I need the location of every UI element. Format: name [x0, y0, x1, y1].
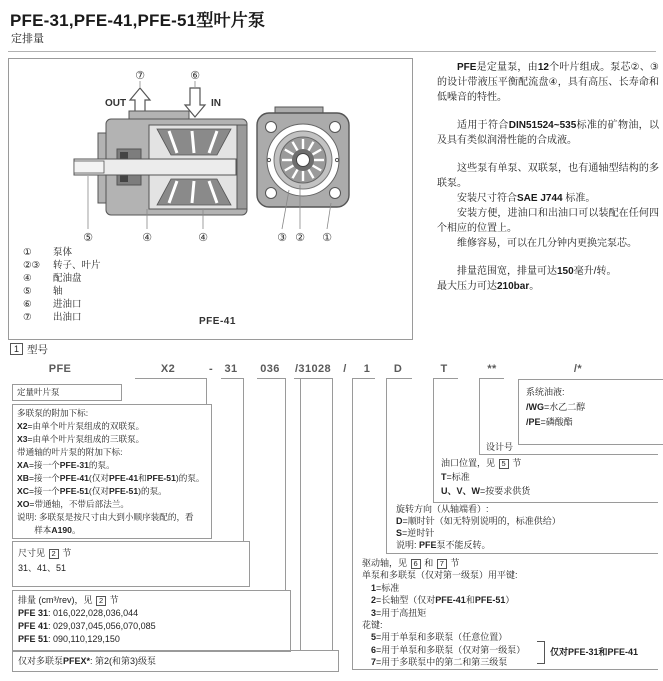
- text-segment: 和: [465, 595, 475, 606]
- text-line: [18, 546, 249, 561]
- text-segment: XA: [17, 460, 29, 470]
- text-segment: T: [441, 472, 447, 482]
- section-title: 型号: [27, 344, 49, 356]
- connector-line: [352, 378, 375, 379]
- model-code-segment: -: [208, 363, 214, 375]
- text-segment: PFE 31: [18, 608, 49, 618]
- text-segment: =带通轴，不带后部法兰。: [29, 499, 129, 509]
- text-segment: 个叶片组成。泵芯②、③的设计带液压平衡配流盘④，具有高压、长寿命和低噪音的特性。: [437, 62, 659, 103]
- out-label: OUT: [105, 98, 127, 109]
- intro-paragraph: [437, 60, 659, 105]
- text-segment: 带通轴的叶片泵的附加下标:: [17, 447, 123, 457]
- text-segment: XC: [17, 486, 29, 496]
- text-segment: : 090,110,129,150: [48, 634, 120, 644]
- text-segment: 和: [138, 473, 147, 483]
- intro-paragraph: [437, 161, 659, 191]
- connector-line: [479, 378, 480, 454]
- text-segment: 和: [421, 558, 436, 568]
- bolt-hole: [266, 122, 277, 133]
- text-line: [441, 456, 530, 470]
- legend-number: ⑦: [23, 312, 32, 323]
- model-code-segment: 1: [363, 363, 371, 375]
- connector-line: [433, 378, 458, 379]
- text-segment: 维修容易，可以在几分钟内更换完泵芯。: [457, 238, 637, 249]
- text-segment: XO: [17, 499, 30, 509]
- text-segment: : 016,022,028,036,044: [48, 608, 139, 618]
- text-segment: ）: [505, 595, 515, 606]
- intro-paragraph: [437, 264, 659, 279]
- text-segment: =水乙二醇: [544, 402, 586, 412]
- figure-box: [8, 58, 413, 340]
- text-line: [17, 385, 121, 400]
- text-segment: =由单个叶片泵组成的三联泵。: [27, 434, 145, 444]
- text-line: [362, 569, 525, 581]
- model-code-segment: /*: [573, 363, 583, 375]
- legend-row: [23, 246, 101, 259]
- text-segment: 。: [71, 525, 81, 535]
- text-segment: D: [396, 516, 403, 526]
- text-segment: 6: [411, 559, 421, 570]
- text-segment: PFE: [457, 62, 477, 73]
- text-segment: PFE 41: [18, 621, 49, 631]
- text-segment: 多联泵的附加下标:: [17, 408, 89, 418]
- text-segment: : 第2(和第3)级泵: [90, 656, 157, 666]
- text-segment: 设计号: [486, 442, 514, 452]
- text-segment: /WG: [526, 402, 544, 412]
- text-segment: PFE-41: [435, 595, 466, 606]
- callout-5: ⑤: [83, 232, 93, 244]
- legend-label: 进油口: [53, 299, 82, 310]
- text-segment: [362, 657, 371, 667]
- text-segment: 210bar: [497, 281, 530, 292]
- text-segment: PFE-51: [146, 473, 176, 483]
- text-segment: 5: [499, 459, 509, 470]
- vane-slot: [192, 181, 194, 203]
- in-label: IN: [211, 98, 221, 109]
- text-segment: 1: [371, 582, 377, 593]
- casing-boss: [98, 133, 106, 161]
- text-line: [17, 459, 211, 472]
- text-line: [17, 524, 211, 537]
- casing-boss: [98, 175, 106, 203]
- legend-label: 轴: [53, 286, 63, 297]
- text-segment: XB: [17, 473, 29, 483]
- callout-2: ②: [295, 232, 305, 244]
- text-segment: =标准: [376, 582, 400, 593]
- text-segment: )的泵。: [138, 486, 167, 496]
- legend-row: [23, 259, 101, 272]
- text-segment: 安装尺寸符合: [457, 193, 517, 204]
- text-segment: =标准: [446, 472, 470, 482]
- text-segment: A190: [51, 525, 72, 535]
- text-segment: 样本: [17, 525, 52, 535]
- text-segment: [362, 595, 371, 605]
- text-line: [441, 484, 530, 498]
- vane-slot: [192, 131, 194, 153]
- text-segment: 7: [437, 559, 447, 570]
- text-segment: PFE-51: [474, 595, 506, 606]
- text-segment: 2: [96, 596, 106, 607]
- page-title: PFE-31,PFE-41,PFE-51型叶片泵: [10, 11, 266, 30]
- callout-6: ⑥: [190, 70, 200, 82]
- callout-3: ③: [277, 232, 287, 244]
- text-segment: 节: [509, 458, 522, 468]
- text-segment: 这些泵有单泵、双联泵，也有通轴型结构的多联泵。: [437, 163, 659, 189]
- section-number-box: 1: [10, 343, 23, 355]
- text-line: [17, 446, 211, 459]
- text-line: [17, 511, 211, 524]
- bracket-note: 仅对PFE-31和PFE-41: [550, 647, 639, 657]
- text-segment: 说明:: [396, 540, 420, 550]
- model-code-segment: X2: [160, 363, 176, 375]
- text-line: [17, 498, 211, 511]
- figure-legend: [23, 246, 101, 324]
- block-shaft: [362, 557, 525, 669]
- connector-line: [479, 378, 504, 379]
- text-segment: S: [396, 528, 403, 538]
- block-rotation: [396, 503, 561, 551]
- intro-paragraph: [437, 118, 659, 148]
- text-segment: 定量叶片泵: [17, 387, 60, 397]
- text-segment: [362, 645, 371, 655]
- text-line: [17, 472, 211, 485]
- end-cap: [237, 125, 247, 209]
- text-line: [396, 515, 561, 527]
- connector-line: [352, 378, 353, 669]
- block-displacement: [12, 590, 291, 652]
- connector-line: [257, 378, 285, 379]
- connector-line: [285, 378, 286, 590]
- block-ports: [441, 456, 530, 498]
- text-line: [526, 400, 663, 415]
- pin-hole: [267, 158, 270, 161]
- text-segment: 是定量泵，由: [476, 62, 538, 73]
- text-segment: 6: [371, 644, 377, 655]
- text-segment: 5: [371, 632, 377, 643]
- text-segment: 排量范围宽，排量可达: [457, 266, 557, 277]
- legend-row: [23, 272, 101, 285]
- text-segment: 节: [107, 595, 119, 605]
- text-line: [17, 420, 211, 433]
- text-segment: =逆时针: [402, 528, 435, 538]
- text-line: [18, 633, 290, 646]
- pin-hole: [335, 158, 338, 161]
- intro-paragraph: [437, 279, 659, 294]
- text-segment: 单泵和多联泵（仅对第一级泵）用平键:: [362, 570, 518, 581]
- text-line: [362, 607, 525, 619]
- text-segment: 最大压力可达: [437, 281, 497, 292]
- text-segment: DIN51524~535: [508, 120, 577, 131]
- text-segment: =长轴型（仅对: [376, 595, 436, 606]
- bracket-icon: [537, 641, 545, 664]
- text-segment: 系统油液:: [526, 387, 565, 397]
- text-line: [396, 527, 561, 539]
- connector-line: [243, 378, 244, 541]
- text-line: [17, 485, 211, 498]
- text-segment: (仅对: [88, 473, 109, 483]
- text-segment: =磷酸酯: [540, 417, 573, 427]
- text-line: [441, 470, 530, 484]
- text-segment: 花键:: [362, 620, 383, 631]
- shaft-bore: [297, 154, 310, 167]
- text-segment: 标准的矿物油，以及具有类似润滑性能的合成液。: [437, 120, 660, 146]
- text-segment: =由单个叶片泵组成的双联泵。: [27, 421, 145, 431]
- text-line: [17, 407, 211, 420]
- bolt-hole: [330, 122, 341, 133]
- text-segment: 旋转方向（从轴端看）:: [396, 504, 489, 514]
- model-code-segment: /31028: [294, 363, 332, 375]
- text-segment: =用于单泵和多联泵（仅对第一级泵）: [376, 644, 526, 655]
- text-segment: )的泵。: [175, 473, 205, 483]
- callout-1: ①: [322, 232, 332, 244]
- model-code-segment: 31: [224, 363, 238, 375]
- text-segment: PFE-41: [59, 473, 89, 483]
- legend-row: [23, 311, 101, 324]
- page-subtitle: 定排量: [11, 33, 44, 45]
- text-line: [18, 607, 290, 620]
- text-segment: 7: [371, 657, 377, 668]
- text-segment: 3: [371, 607, 377, 618]
- text-segment: =用于多联泵中的第二和第三级泵: [376, 657, 508, 668]
- connector-line: [433, 378, 434, 502]
- text-segment: 毫升/转。: [573, 266, 617, 277]
- text-segment: PFEX*: [63, 656, 91, 666]
- callout-7: ⑦: [135, 70, 145, 82]
- text-segment: PFE-31: [59, 460, 89, 470]
- text-segment: =用于高扭矩: [376, 607, 427, 618]
- text-segment: PFE-51: [59, 486, 89, 496]
- text-line: [486, 441, 513, 454]
- text-segment: /PE: [526, 417, 541, 427]
- text-segment: 适用于符合: [457, 120, 509, 131]
- model-code-segment: D: [393, 363, 403, 375]
- text-line: [362, 631, 525, 643]
- text-segment: 的泵。: [88, 460, 115, 470]
- connector-line: [386, 378, 412, 379]
- intro-paragraph: [437, 191, 659, 206]
- text-segment: 说明: 多联泵是按尺寸由大到小顺序装配的，看: [17, 512, 194, 522]
- text-segment: SAE J744: [517, 193, 563, 204]
- text-segment: X3: [17, 434, 28, 444]
- text-segment: PFE: [419, 540, 437, 550]
- connector-line: [206, 378, 207, 405]
- legend-number: ⑥: [23, 299, 32, 310]
- text-segment: 仅对多联泵: [18, 656, 64, 666]
- figure-caption: PFE-41: [199, 316, 236, 327]
- model-code-segment: **: [487, 363, 497, 375]
- model-code-segment: /: [343, 363, 347, 375]
- text-line: [362, 656, 525, 668]
- connector-line: [300, 378, 301, 650]
- intro-paragraph: [437, 236, 659, 251]
- connector-line: [479, 454, 658, 455]
- text-segment: 节: [447, 558, 460, 568]
- text-segment: 安装方便，进油口和出油口可以装配在任何四个相应的位置上。: [437, 208, 659, 234]
- section-header: [10, 342, 48, 357]
- model-code-segment: T: [440, 363, 448, 375]
- text-segment: 。: [529, 281, 540, 292]
- block-fluid: [518, 379, 663, 445]
- block-size: [12, 541, 250, 587]
- connector-line: [386, 553, 658, 554]
- text-line: [396, 503, 561, 515]
- text-segment: [362, 583, 371, 593]
- bolt-hole: [266, 188, 277, 199]
- text-segment: 排量 (cm³/rev)，见: [18, 595, 95, 605]
- text-segment: =按要求供货: [480, 486, 531, 496]
- text-segment: 31、41、51: [18, 563, 67, 573]
- text-segment: [362, 608, 371, 618]
- text-line: [18, 561, 249, 576]
- connector-line: [135, 378, 206, 379]
- legend-row: [23, 298, 101, 311]
- bolt-hole: [330, 188, 341, 199]
- block-subscripts: [12, 404, 212, 539]
- text-segment: 标准。: [562, 193, 596, 204]
- text-segment: =接一个: [28, 473, 60, 483]
- intro-paragraph: [437, 206, 659, 236]
- text-line: [18, 620, 290, 633]
- text-line: [526, 385, 663, 400]
- text-line: [17, 433, 211, 446]
- text-line: [362, 557, 525, 569]
- text-segment: 2: [49, 549, 59, 560]
- text-segment: =顺时针（如无特别说明的，标准供给）: [402, 516, 561, 526]
- callout-4: ④: [198, 232, 208, 244]
- text-segment: PFE-41: [108, 473, 139, 483]
- connector-line: [352, 669, 658, 670]
- text-segment: 尺寸见: [18, 548, 48, 558]
- text-segment: PFE 51: [18, 634, 49, 644]
- text-line: [526, 415, 663, 430]
- text-segment: [362, 632, 371, 642]
- model-code-segment: 036: [260, 363, 280, 375]
- text-line: [362, 644, 525, 656]
- legend-row: [23, 285, 101, 298]
- pump-drawing-svg: [9, 59, 412, 277]
- text-segment: 节: [59, 548, 72, 558]
- text-segment: =接一个: [28, 460, 60, 470]
- text-segment: 驱动轴，见: [362, 558, 410, 568]
- block-pump-type: [12, 384, 122, 401]
- intro-text: [437, 60, 659, 294]
- text-segment: X2: [17, 421, 28, 431]
- callout-4: ④: [142, 232, 152, 244]
- text-segment: PFE-51: [108, 486, 139, 496]
- text-segment: =用于单泵和多联泵（任意位置）: [376, 632, 508, 643]
- shaft-end: [74, 161, 104, 173]
- text-segment: : 029,037,045,056,070,085: [48, 621, 156, 631]
- connector-line: [332, 378, 333, 650]
- text-segment: 12: [537, 62, 549, 73]
- block-second-stage: [12, 650, 339, 672]
- connector-line: [386, 378, 387, 553]
- legend-label: 转子、叶片: [53, 260, 101, 271]
- text-segment: 2: [371, 595, 377, 606]
- text-line: [396, 539, 561, 551]
- text-line: [18, 651, 338, 671]
- legend-label: 出油口: [53, 312, 82, 323]
- text-segment: 150: [557, 266, 574, 277]
- text-segment: U、V、W: [441, 486, 480, 496]
- text-segment: 油口位置，见: [441, 458, 498, 468]
- legend-label: 泵体: [53, 247, 73, 258]
- text-line: [362, 619, 525, 631]
- text-line: [362, 582, 525, 594]
- text-line: [362, 594, 525, 606]
- model-code-segment: PFE: [48, 363, 72, 375]
- legend-number: ⑤: [23, 286, 32, 297]
- legend-label: 配油盘: [53, 273, 82, 284]
- connector-line: [221, 378, 243, 379]
- legend-number: ①: [23, 247, 32, 258]
- legend-number: ④: [23, 273, 32, 284]
- text-segment: =接一个: [28, 486, 60, 496]
- text-line: [18, 594, 290, 607]
- text-segment: 泵不能反转。: [436, 540, 491, 550]
- block-design-number: [486, 441, 513, 454]
- header-divider: [8, 51, 656, 52]
- legend-number: ②③: [23, 260, 41, 271]
- text-segment: (仅对: [88, 486, 109, 496]
